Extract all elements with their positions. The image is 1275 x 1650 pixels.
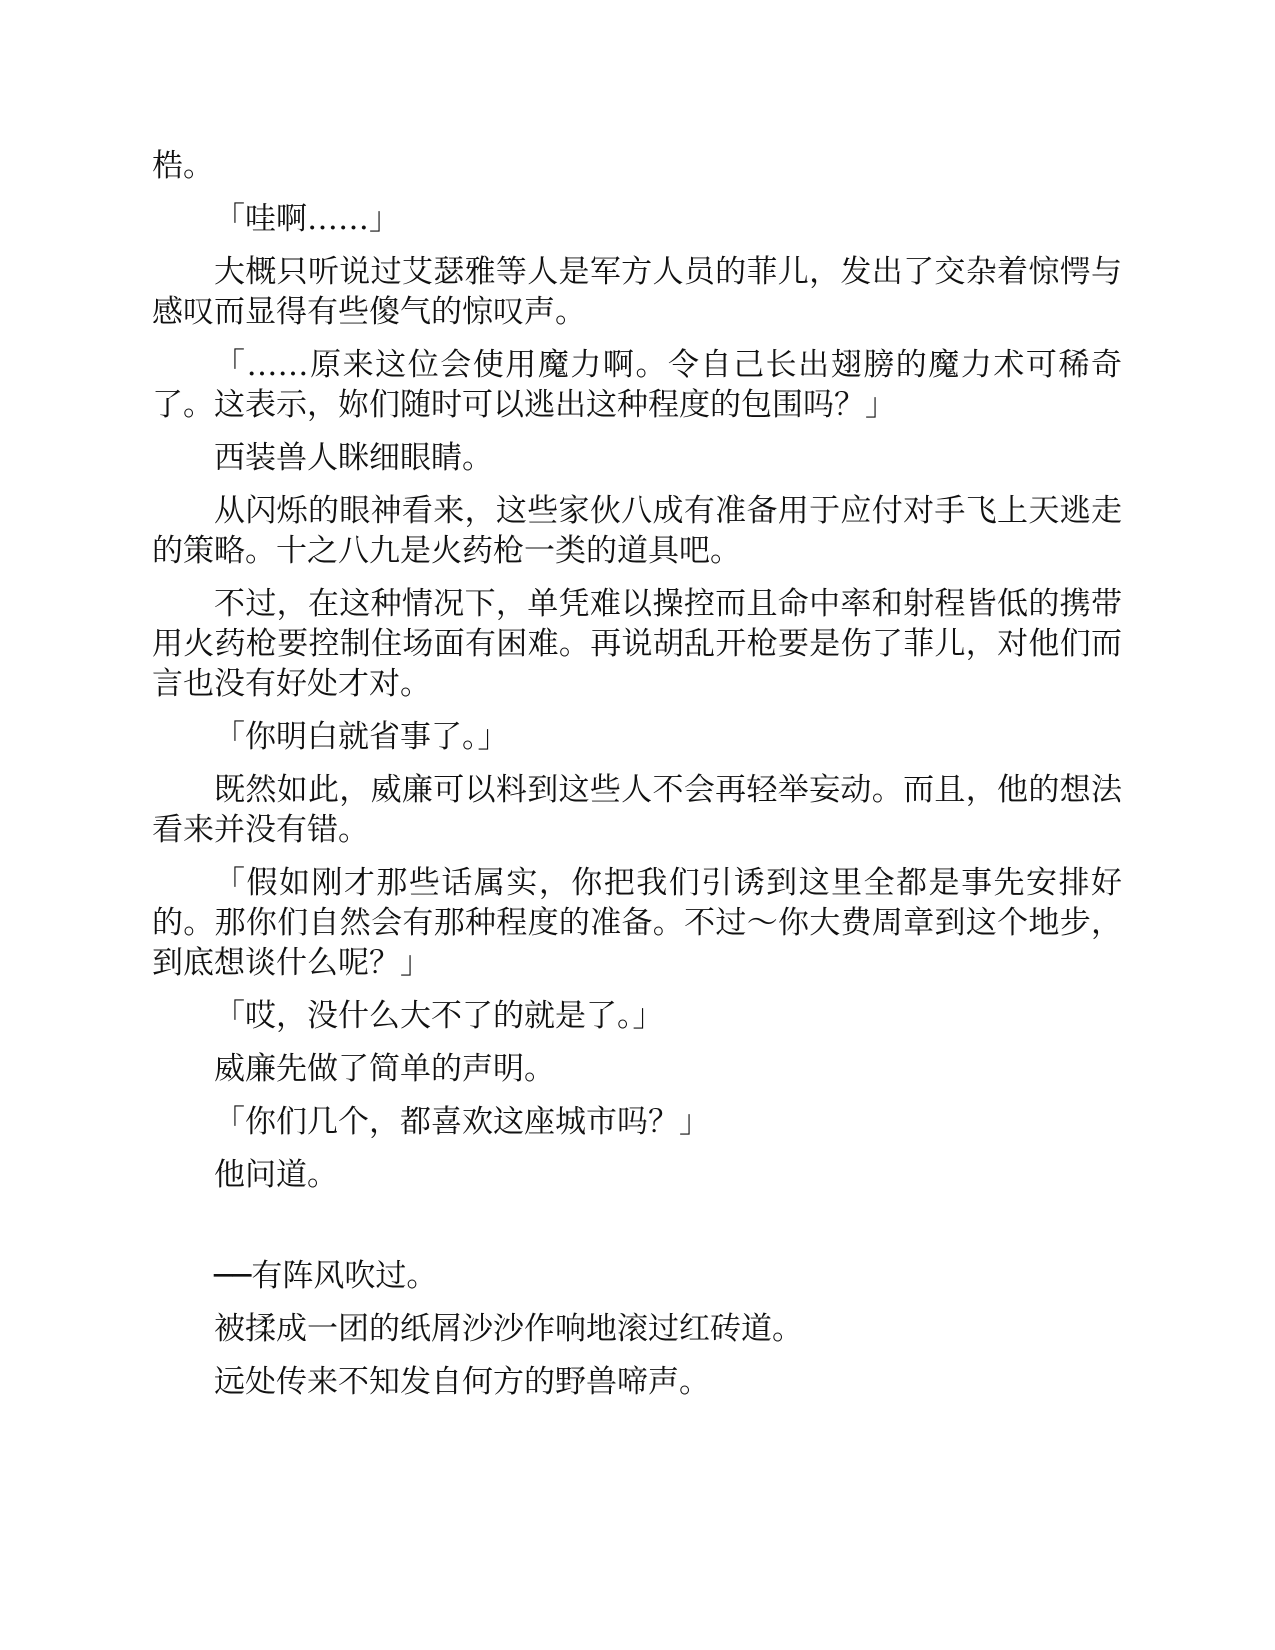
paragraph: 「……原来这位会使用魔力啊。令自己长出翅膀的魔力术可稀奇了。这表示，妳们随时可以逃出这种程度的包围吗？」 [152,347,1122,423]
paragraph: 「哇啊……」 [214,201,400,237]
paragraph: 西装兽人眯细眼睛。 [214,440,493,476]
scene-break [152,1208,1122,1256]
paragraph: 「哎，没什么大不了的就是了。」 [214,998,664,1034]
paragraph: 「你们几个，都喜欢这座城市吗？」 [214,1104,710,1140]
paragraph: 「假如刚才那些话属实，你把我们引诱到这里全都是事先安排好的。那你们自然会有那种程度的准备。不过～你大费周章到这个地步，到底想谈什么呢？」 [152,865,1122,981]
paragraph: 既然如此，威廉可以料到这些人不会再轻举妄动。而且，他的想法看来并没有错。 [152,772,1122,848]
paragraph: 「你明白就省事了。」 [214,719,509,755]
paragraph: ──有阵风吹过。 [214,1258,438,1294]
paragraph: 从闪烁的眼神看来，这些家伙八成有准备用于应付对手飞上天逃走的策略。十之八九是火药枪一类的道具吧。 [152,493,1122,569]
paragraph: 不过，在这种情况下，单凭难以操控而且命中率和射程皆低的携带用火药枪要控制住场面有困难。再说胡乱开枪要是伤了菲儿，对他们而言也没有好处才对。 [152,586,1122,702]
paragraph: 梏。 [152,148,214,184]
paragraph: 大概只听说过艾瑟雅等人是军方人员的菲儿，发出了交杂着惊愕与感叹而显得有些傻气的惊叹声。 [152,254,1122,330]
paragraph: 威廉先做了简单的声明。 [214,1051,555,1087]
paragraph: 他问道。 [214,1157,338,1193]
paragraph: 被揉成一团的纸屑沙沙作响地滚过红砖道。 [214,1311,803,1347]
body-text [152,146,1122,1415]
paragraph: 远处传来不知发自何方的野兽啼声。 [214,1364,710,1400]
